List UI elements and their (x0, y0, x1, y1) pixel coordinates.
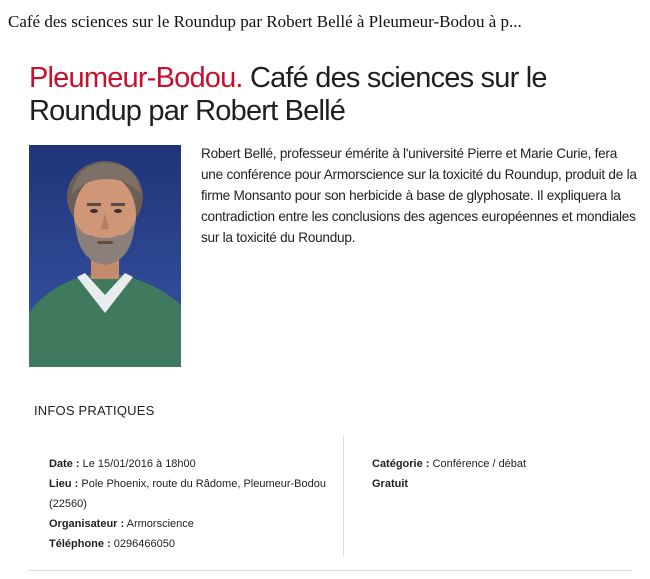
portrait-photo (29, 145, 181, 367)
article-title-place: Pleumeur-Bodou. (29, 62, 243, 94)
info-organisateur (49, 514, 334, 534)
info-lieu-label: Lieu : (49, 478, 79, 490)
info-telephone-label: Téléphone : (49, 538, 111, 550)
info-categorie (372, 454, 622, 474)
article-title-text: Café des sciences sur le Roundup par Robert Bellé (29, 62, 547, 127)
page-heading: Café des sciences sur le Roundup par Robert Bellé à Pleumeur-Bodou à p... (8, 12, 522, 31)
info-telephone (49, 534, 334, 554)
info-organisateur-value: Armorscience (124, 518, 194, 530)
article-title (29, 62, 629, 128)
info-date-value: Le 15/01/2016 à 18h00 (79, 458, 196, 470)
info-date (49, 454, 334, 474)
infos-box (29, 436, 632, 556)
info-price: Gratuit (372, 478, 409, 490)
article-lead: Robert Bellé, professeur émérite à l'université Pierre et Marie Curie, fera une conférence pour Armorscience sur la toxicité du Roundup, produit de la firme Monsanto pour son herbicide à base de glyphosate. Il expliquera la contradiction entre les conclusions des agences européennes et mondiales sur la toxicité du Roundup. (201, 146, 637, 245)
info-categorie-value: Conférence / débat (429, 458, 527, 470)
infos-divider (343, 436, 344, 556)
infos-left-column (49, 454, 334, 554)
info-categorie-label: Catégorie : (372, 458, 430, 470)
info-organisateur-label: Organisateur : (49, 518, 125, 530)
bottom-divider (29, 570, 632, 571)
info-lieu (49, 474, 334, 514)
info-date-label: Date : (49, 458, 80, 470)
infos-right-column (372, 454, 622, 494)
info-lieu-value: Pole Phoenix, route du Râdome, Pleumeur-Bodou (22560) (49, 478, 326, 510)
info-telephone-value: 0296466050 (110, 538, 175, 550)
infos-title: INFOS PRATIQUES (34, 403, 155, 418)
